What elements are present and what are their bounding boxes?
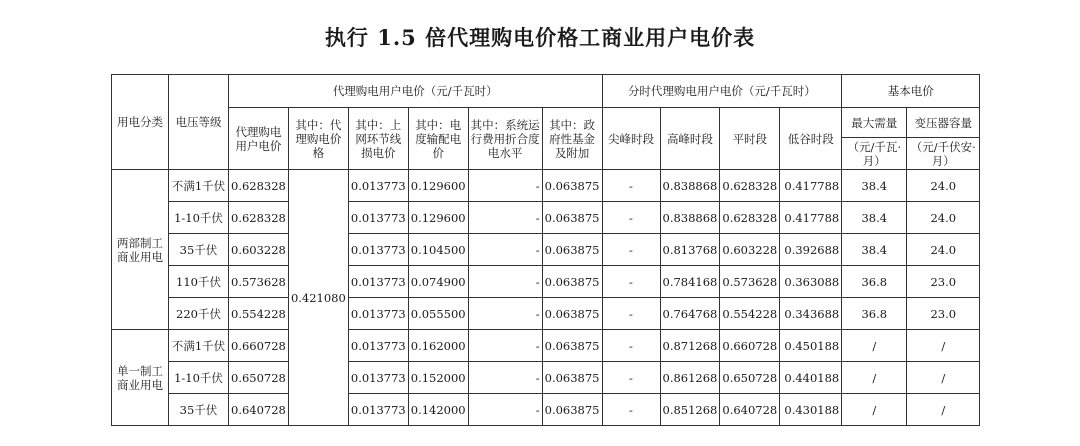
header-gov-fund: 其中：政府性基金及附加 [542,108,602,170]
gov-fund-cell: 0.063875 [542,266,602,298]
line-loss-cell: 0.013773 [348,394,408,426]
table-row [112,266,980,298]
peak-cell: 0.813768 [660,234,720,266]
transformer-cell: / [907,362,980,394]
table-row [112,362,980,394]
max-demand-cell: 38.4 [842,202,907,234]
line-loss-cell: 0.013773 [348,234,408,266]
header-transformer-unit: （元/千伏安·月） [907,138,980,170]
line-loss-cell: 0.013773 [348,266,408,298]
gov-fund-cell: 0.063875 [542,170,602,202]
valley-cell: 0.430188 [780,394,842,426]
system-cost-cell: - [468,298,542,330]
gov-fund-cell: 0.063875 [542,394,602,426]
header-basic-group: 基本电价 [842,75,980,108]
max-demand-cell: 38.4 [842,170,907,202]
max-demand-cell: / [842,330,907,362]
voltage-cell: 220千伏 [169,298,229,330]
sharp-peak-cell: - [602,298,660,330]
agency-price-cell: 0.603228 [229,234,289,266]
header-transmission: 其中：电度输配电价 [408,108,468,170]
valley-cell: 0.343688 [780,298,842,330]
peak-cell: 0.838868 [660,202,720,234]
price-table-body [112,170,980,426]
sharp-peak-cell: - [602,170,660,202]
peak-cell: 0.838868 [660,170,720,202]
voltage-cell: 35千伏 [169,234,229,266]
transmission-cell: 0.104500 [408,234,468,266]
gov-fund-cell: 0.063875 [542,202,602,234]
max-demand-cell: 38.4 [842,234,907,266]
sharp-peak-cell: - [602,234,660,266]
agency-price-cell: 0.660728 [229,330,289,362]
transformer-cell: 24.0 [907,234,980,266]
gov-fund-cell: 0.063875 [542,330,602,362]
category-cell: 单一制工商业用电 [112,330,169,426]
header-line-loss: 其中：上网环节线损电价 [348,108,408,170]
peak-cell: 0.861268 [660,362,720,394]
flat-cell: 0.628328 [720,202,780,234]
table-row [112,394,980,426]
transmission-cell: 0.074900 [408,266,468,298]
system-cost-cell: - [468,202,542,234]
category-cell: 两部制工商业用电 [112,170,169,330]
flat-cell: 0.554228 [720,298,780,330]
flat-cell: 0.573628 [720,266,780,298]
transformer-cell: / [907,394,980,426]
system-cost-cell: - [468,234,542,266]
header-purchase-price: 其中：代理购电价格 [288,108,348,170]
header-peak: 高峰时段 [660,108,720,170]
sharp-peak-cell: - [602,266,660,298]
voltage-cell: 35千伏 [169,394,229,426]
header-system-cost: 其中：系统运行费用折合度电水平 [468,108,542,170]
valley-cell: 0.440188 [780,362,842,394]
peak-cell: 0.784168 [660,266,720,298]
price-table [111,74,980,426]
page-title: 执行 1.5 倍代理购电价格工商业用户电价表 [324,25,756,50]
gov-fund-cell: 0.063875 [542,298,602,330]
voltage-cell: 不满1千伏 [169,170,229,202]
table-row [112,202,980,234]
header-max-demand: 最大需量 [842,108,907,138]
agency-price-cell: 0.554228 [229,298,289,330]
system-cost-cell: - [468,170,542,202]
agency-price-cell: 0.628328 [229,202,289,234]
transmission-cell: 0.129600 [408,202,468,234]
voltage-cell: 不满1千伏 [169,330,229,362]
table-row [112,234,980,266]
peak-cell: 0.764768 [660,298,720,330]
transformer-cell: 23.0 [907,266,980,298]
line-loss-cell: 0.013773 [348,330,408,362]
line-loss-cell: 0.013773 [348,202,408,234]
purchase-price-cell: 0.421080 [288,170,348,426]
valley-cell: 0.363088 [780,266,842,298]
header-voltage: 电压等级 [169,75,229,170]
table-row [112,170,980,202]
peak-cell: 0.851268 [660,394,720,426]
valley-cell: 0.392688 [780,234,842,266]
header-tou-group: 分时代理购电用户电价（元/千瓦时） [602,75,842,108]
header-max-demand-unit: （元/千瓦·月） [842,138,907,170]
transformer-cell: 24.0 [907,202,980,234]
sharp-peak-cell: - [602,202,660,234]
header-valley: 低谷时段 [780,108,842,170]
max-demand-cell: 36.8 [842,298,907,330]
transformer-cell: / [907,330,980,362]
transformer-cell: 24.0 [907,170,980,202]
valley-cell: 0.450188 [780,330,842,362]
header-sharp-peak: 尖峰时段 [602,108,660,170]
system-cost-cell: - [468,266,542,298]
agency-price-cell: 0.640728 [229,394,289,426]
max-demand-cell: 36.8 [842,266,907,298]
line-loss-cell: 0.013773 [348,362,408,394]
voltage-cell: 1-10千伏 [169,362,229,394]
agency-price-cell: 0.573628 [229,266,289,298]
max-demand-cell: / [842,394,907,426]
flat-cell: 0.650728 [720,362,780,394]
sharp-peak-cell: - [602,362,660,394]
header-flat: 平时段 [720,108,780,170]
gov-fund-cell: 0.063875 [542,362,602,394]
peak-cell: 0.871268 [660,330,720,362]
flat-cell: 0.660728 [720,330,780,362]
valley-cell: 0.417788 [780,170,842,202]
valley-cell: 0.417788 [780,202,842,234]
system-cost-cell: - [468,362,542,394]
transformer-cell: 23.0 [907,298,980,330]
header-agency-group: 代理购电用户电价（元/千瓦时） [229,75,603,108]
system-cost-cell: - [468,394,542,426]
flat-cell: 0.628328 [720,170,780,202]
agency-price-cell: 0.628328 [229,170,289,202]
line-loss-cell: 0.013773 [348,298,408,330]
max-demand-cell: / [842,362,907,394]
flat-cell: 0.640728 [720,394,780,426]
transmission-cell: 0.129600 [408,170,468,202]
header-transformer: 变压器容量 [907,108,980,138]
agency-price-cell: 0.650728 [229,362,289,394]
transmission-cell: 0.142000 [408,394,468,426]
voltage-cell: 1-10千伏 [169,202,229,234]
sharp-peak-cell: - [602,394,660,426]
table-row [112,298,980,330]
line-loss-cell: 0.013773 [348,170,408,202]
sharp-peak-cell: - [602,330,660,362]
transmission-cell: 0.055500 [408,298,468,330]
gov-fund-cell: 0.063875 [542,234,602,266]
voltage-cell: 110千伏 [169,266,229,298]
table-row [112,330,980,362]
transmission-cell: 0.152000 [408,362,468,394]
header-category: 用电分类 [112,75,169,170]
header-agency-price: 代理购电用户电价 [229,108,289,170]
system-cost-cell: - [468,330,542,362]
flat-cell: 0.603228 [720,234,780,266]
transmission-cell: 0.162000 [408,330,468,362]
